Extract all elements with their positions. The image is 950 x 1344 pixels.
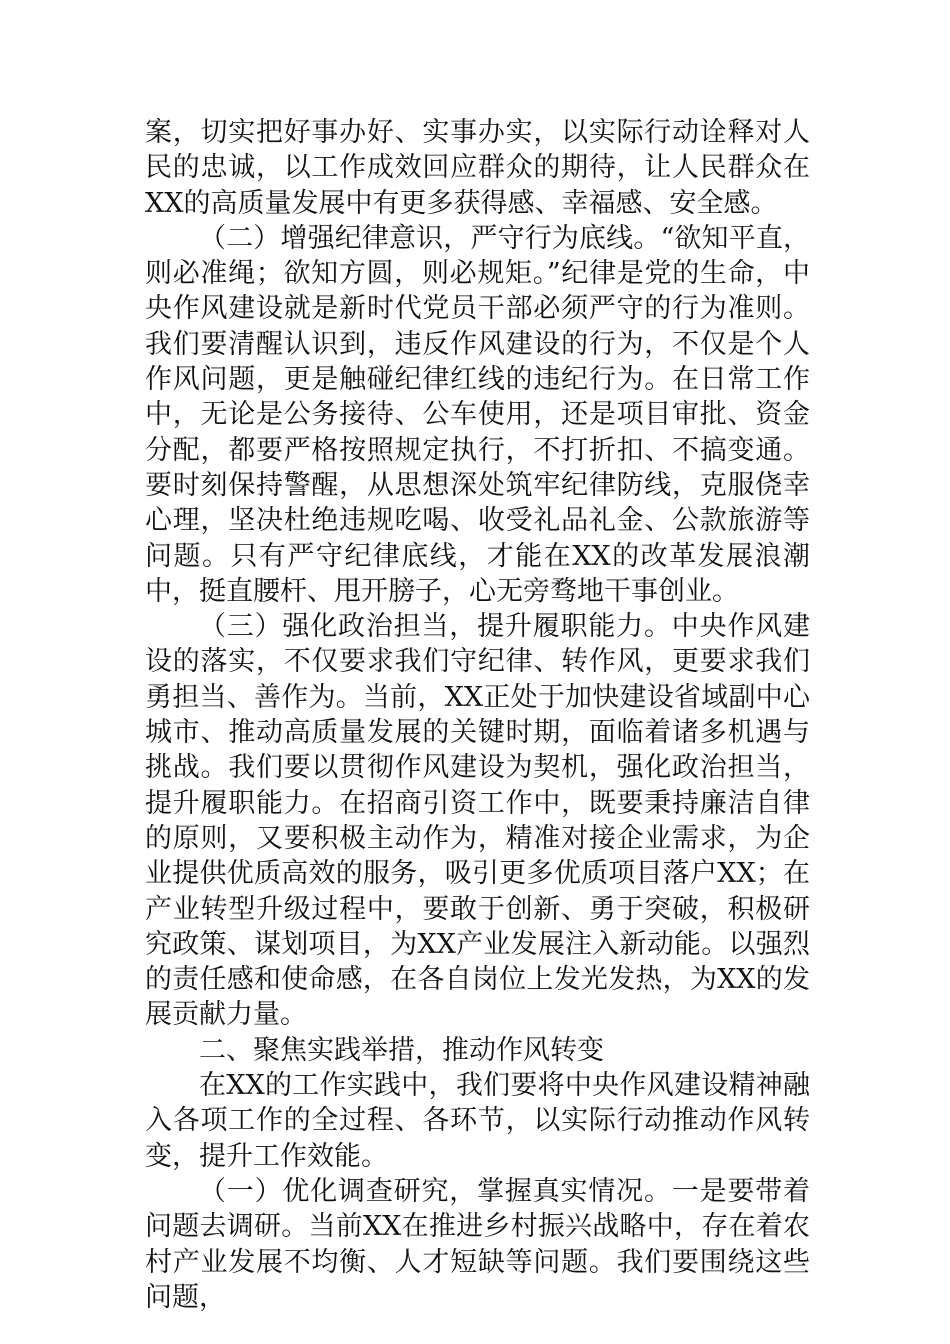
paragraph-research: （一）优化调查研究，掌握真实情况。一是要带着问题去调研。当前XX在推进乡村振兴战略中，存在着农村产业发展不均衡、人才短缺等问题。我们要围绕这些问题，	[145, 1175, 810, 1313]
paragraph-section-intro: 在XX的工作实践中，我们要将中央作风建设精神融入各项工作的全过程、各环节，以实际行动推动作风转变，提升工作效能。	[145, 1070, 810, 1172]
paragraph-political-responsibility: （三）强化政治担当，提升履职能力。中央作风建设的落实，不仅要求我们守纪律、转作风，更要求我们勇担当、善作为。当前，XX正处于加快建设省域副中心城市、推动高质量发展的关键时期，面临着诸多机遇与挑战。我们要以贯彻作风建设为契机，强化政治担当，提升履职能力。在招商引资工作中，既要秉持廉洁自律的原则，又要积极主动作为，精准对接企业需求，为企业提供优质高效的服务，吸引更多优质项目落户XX；在产业转型升级过程中，要敢于创新、勇于突破，积极研究政策、谋划项目，为XX产业发展注入新动能。以强烈的责任感和使命感，在各自岗位上发光发热，为XX的发展贡献力量。	[145, 611, 810, 1031]
section-heading: 二、聚焦实践举措，推动作风转变	[199, 1034, 604, 1066]
paragraph-discipline-awareness: （二）增强纪律意识，严守行为底线。“欲知平直，则必准绳；欲知方圆，则必规矩。”纪律是党的生命，中央作风建设就是新时代党员干部必须严守的行为准则。我们要清醒认识到，违反作风建设的行为，不仅是个人作风问题，更是触碰纪律红线的违纪行为。在日常工作中，无论是公务接待、公车使用，还是项目审批、资金分配，都要严格按照规定执行，不打折扣、不搞变通。要时刻保持警醒，从思想深处筑牢纪律防线，克服侥幸心理，坚决杜绝违规吃喝、收受礼品礼金、公款旅游等问题。只有严守纪律底线，才能在XX的改革发展浪潮中，挺直腰杆、甩开膀子，心无旁骛地干事创业。	[145, 222, 810, 607]
document-page	[145, 115, 810, 1315]
paragraph-continuation: 案，切实把好事办好、实事办实，以实际行动诠释对人民的忠诚，以工作成效回应群众的期待，让人民群众在XX的高质量发展中有更多获得感、幸福感、安全感。	[145, 117, 810, 219]
